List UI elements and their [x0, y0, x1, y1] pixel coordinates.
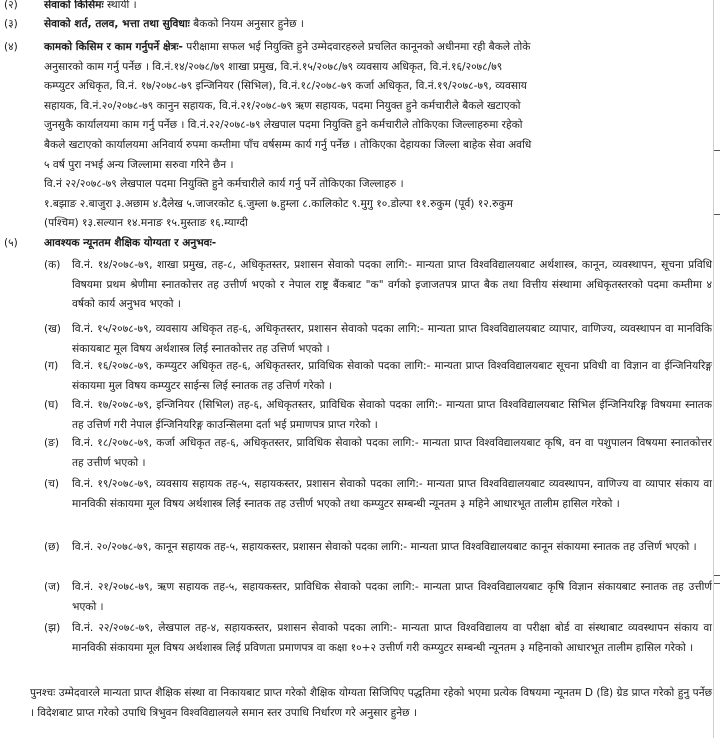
sub-item-marker: (क)	[44, 259, 61, 271]
scan-edge-mark	[714, 150, 720, 151]
sub-item-text: वि.नं. १७/२०७८-७९, इन्जिनियर (सिभिल) तह-६, अधिकृतस्तर, प्राविधिक सेवाको पदका लागि:- मान्यता प्राप्त विश्वविद्यालयबाट सिभिल ईन्जिनियरिङ्ग विषयमा स्नातक तह उत्तिर्ण गरी नेपाल ईन्जिनियरिङ्ग काउन्सिलमा दर्ता भई प्रमाणपत्र प्राप्त गरेको ।	[72, 399, 712, 431]
sub-item-marker: (ज)	[44, 581, 61, 593]
item-line: वि.नं २२/२०७८-७९ लेखपाल पदमा नियुक्ति हुने कर्मचारीले कार्य गर्नु पर्ने तोकिएका जिल्लाहरु ।	[44, 178, 404, 191]
item-2	[0, 0, 720, 16]
item-line: जुनसुकै कार्यालयमा काम गर्नु पर्नेछ । वि.नं.२२/२०७८-७९ लेखपाल पदमा नियुक्ति हुने कर्मचारीले तोकिएका जिल्लाहरुमा रहेको	[44, 119, 523, 132]
item-line: बैकले खटाएको कार्यालयमा अनिवार्य रुपमा कम्तीमा पाँच वर्षसम्म कार्य गर्नु पर्नेछ । तोकिएका देहायका जिल्ला बाहेक सेवा अवधि	[44, 138, 532, 151]
item-line: कामको किसिम र काम गर्नुपर्ने क्षेत्रः- परीक्षामा सफल भई नियुक्ति हुने उम्मेदवारहरुले प्रचलित कानूनको अधीनमा रही बैकले तोके	[44, 41, 531, 53]
footnote: पुनश्चः उम्मेदवारले मान्यता प्राप्त शैक्षिक संस्था वा निकायबाट प्राप्त गरेको शैक्षिक योग्यता सिजिपिए पद्धतिमा रहेको भएमा प्रत्येक विषयमा न्यूनतम D (डि) ग्रेड प्राप्त गरेको हुनु पर्नेछ । विदेशबाट प्राप्त गरेको उपाधि त्रिभुवन विश्वविद्यालयले समान स्तर उपाधि निर्धारण गरे अनुसार हुनेछ ।	[30, 687, 712, 719]
scan-edge-mark	[714, 575, 720, 576]
item-number: (४)	[4, 41, 18, 53]
sub-item-text: वि.नं. १५/२०७८-७९, व्यवसाय अधिकृत तह-६, अधिकृतस्तर, प्रशासन सेवाको पदका लागि:- मान्यता प्राप्त विश्वविद्यालयबाट व्यापार, वाणिज्य, व्यवस्थापन वा मानविकि संकायबाट मूल विषय अर्थशास्त्र लिई स्नातकोत्तर तह उत्तिर्ण भएको ।	[72, 323, 712, 355]
scan-edge-mark	[714, 583, 720, 584]
sub-item-text: वि.नं. २१/२०७८-७९, ऋण सहायक तह-५, सहायकस्तर, प्राविधिक सेवाको पदका लागि:- मान्यता प्राप्त विश्वविद्यालयबाट कृषि विज्ञान संकायबाट स्नातक तह उत्तीर्ण भएको ।	[72, 581, 712, 613]
scan-edge-mark	[714, 214, 720, 215]
sub-item-marker: (ङ)	[44, 437, 60, 449]
item-line: १.बझाङ २.बाजुरा ३.अछाम ४.दैलेख ५.जाजरकोट ६.जुम्ला ७.हुम्ला ८.कालिकोट ९.मुगु १०.डोल्पा ११.रुकुम (पूर्व) १२.रुकुम	[44, 197, 513, 210]
sub-item-marker: (ग)	[44, 360, 59, 372]
sub-item-marker: (छ)	[44, 541, 60, 553]
sub-item-marker: (घ)	[44, 399, 59, 411]
item-line: (पश्चिम) १३.सल्यान १४.मनाङ १५.मुस्ताङ १६.म्याग्दी	[44, 217, 248, 230]
sub-item-text: वि.नं. १६/२०७८-७९, कम्प्युटर अधिकृत तह-६, अधिकृतस्तर, प्राविधिक सेवाको पदका लागि:- मान्यता प्राप्त विश्वविद्यालयबाट सूचना प्रविधी वा विज्ञान वा ईन्जिनियरिङ्ग संकायमा मुल विषय कम्प्युटर साईन्स लिई स्नातक तह उत्तिर्ण गरेको ।	[72, 360, 712, 392]
sub-item-marker: (च)	[44, 478, 59, 490]
item-number: (५)	[4, 237, 18, 249]
sub-item-text: वि.नं. १४/२०७८-७९, शाखा प्रमुख, तह-८, अधिकृतस्तर, प्रशासन सेवाको पदका लागि:- मान्यता प्राप्त विश्वविद्यालयबाट अर्थशास्त्र, कानून, व्यवस्थापन, सूचना प्रविधि विषयमा प्रथम श्रेणीमा स्नातकोत्तर तह उत्तीर्ण भएको र नेपाल राष्ट्र बैंकबाट "क" वर्गको इजाजतपत्र प्राप्त बैक तथा वित्तीय संस्थामा अधिकृतस्तरको पदमा कम्तीमा ४ वर्षको कार्य अनुभव भएको ।	[72, 259, 712, 311]
item-heading: सेवाको शर्त, तलव, भत्ता तथा सुविधाः	[44, 18, 190, 30]
page-cut	[0, 738, 720, 747]
sub-item-text: वि.नं. १८/२०७८-७९, कर्जा अधिकृत तह-६, अधिकृतस्तर, प्राविधिक सेवाको पदका लागि:- मान्यता प्राप्त विश्वविद्यालयबाट कृषि, वन वा पशुपालन विषयमा स्नातकोत्तर तह उत्तीर्ण भएको ।	[72, 437, 712, 469]
sub-item-marker: (झ)	[44, 622, 61, 634]
item-text: स्थायी ।	[103, 0, 137, 11]
item-text: बैकको नियम अनुसार हुनेछ ।	[189, 18, 304, 30]
sub-item-text: वि.नं. १९/२०७८-७९, व्यवसाय सहायक तह-५, सहायकस्तर, प्रशासन सेवाको पदका लागि:- मान्यता प्राप्त विश्वविद्यालयबाट व्यवस्थापन, वाणिज्य वा व्यापार संकाय वा मानविकी संकायमा मूल विषय अर्थशास्त्र लिई स्नातक तह उत्तीर्ण भएको तथा कम्प्युटर सम्बन्धी न्यूनतम ३ महिने आधारभूत तालीम हासिल गरेको ।	[72, 478, 712, 510]
item-3	[0, 15, 720, 35]
item-line: ५ वर्ष पुरा नभई अन्य जिल्लामा सरुवा गरिने छैन ।	[44, 158, 234, 171]
item-heading: सेवाको किसिमः	[44, 0, 104, 11]
sub-item-marker: (ख)	[44, 323, 61, 335]
sub-item-text: वि.नं. २२/२०७८-७९, लेखपाल तह-४, सहायकस्तर, प्रशासन सेवाको पदका लागि:- मान्यता प्राप्त विश्वविद्यालय वा परीक्षा बोर्ड वा संस्थाबाट व्यवस्थापन संकाय वा मानविकी संकायमा मूल विषय अर्थशास्त्र लिई प्रविणता प्रमाणपत्र वा कक्षा १०+२ उत्तीर्ण गरी कम्प्युटर सम्बन्धी न्यूनतम ३ महिनाको आधारभूत तालीम हासिल गरेको ।	[72, 622, 712, 654]
item-heading: आवश्यक न्यूनतम शैक्षिक योग्यता र अनुभवः-	[44, 237, 217, 249]
scan-edge	[713, 0, 720, 747]
sub-item-text: वि.नं. २०/२०७८-७९, कानून सहायक तह-५, सहायकस्तर, प्रशासन सेवाको पदका लागि:- मान्यता प्राप्त विश्वविद्यालयबाट कानून संकायमा स्नातक तह उत्तिर्ण भएको ।	[72, 541, 697, 553]
item-number: (२)	[4, 0, 18, 11]
item-line: सहायक, वि.नं.२०/२०७८-७९ कानुन सहायक, वि.नं.२१/२०७८-७९ ऋण सहायक, पदमा नियुक्त हुने कर्मचारीले बैकले खटाएको	[44, 99, 521, 112]
item-heading: कामको किसिम र काम गर्नुपर्ने क्षेत्रः-	[44, 41, 183, 53]
item-line: कम्प्युटर अधिकृत, वि.नं. १७/२०७८-७९ इन्जिनियर (सिभिल), वि.नं.१८/२०७८-७९ कर्जा अधिकृत, वि.नं.१९/२०७८-७९, व्यवसाय	[44, 80, 527, 93]
item-number: (३)	[4, 18, 18, 30]
item-line: अनुसारको काम गर्नु पर्नेछ । वि.नं.१४/२०७८/७९ शाखा प्रमुख, वि.नं.१५/२०७८/७९ व्यवसाय अधिकृत, वि.नं.१६/२०७८/७९	[44, 60, 503, 73]
